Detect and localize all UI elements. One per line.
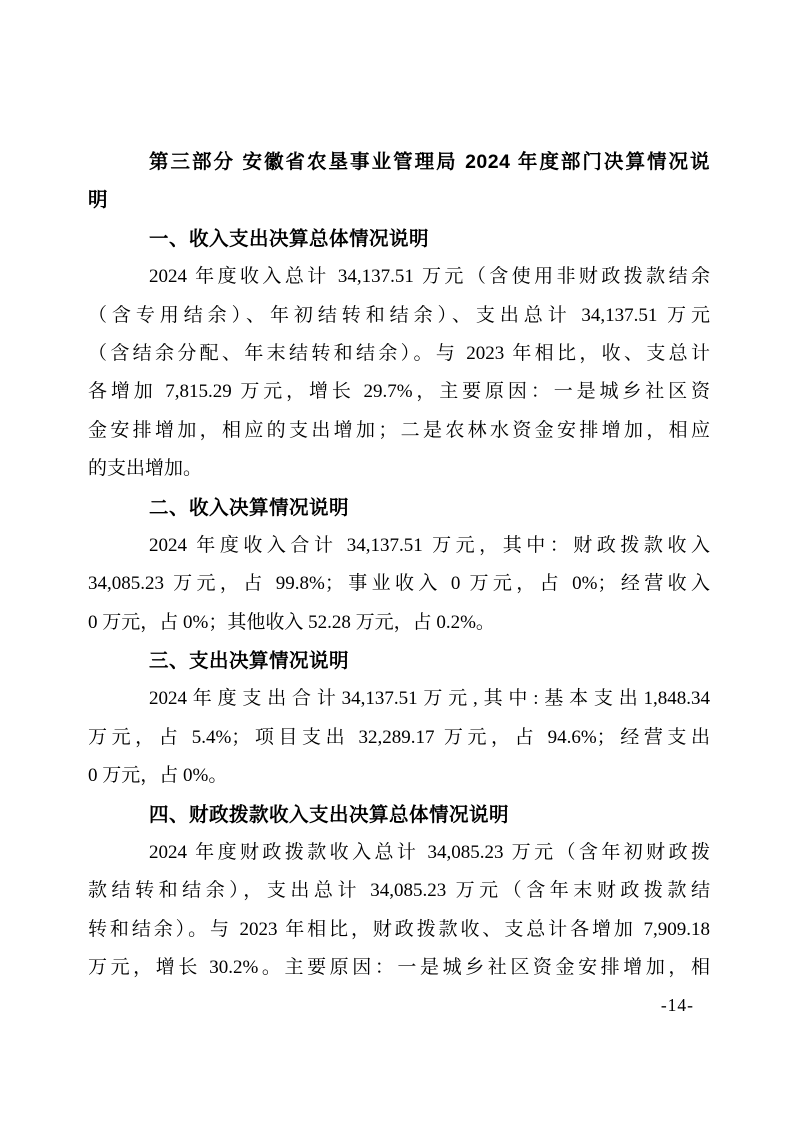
paragraph-line: 款结转和结余），支出总计 34,085.23 万元（含年末财政拨款结 bbox=[88, 880, 710, 902]
paragraph-line: 0 万元，占 0%；其他收入 52.28 万元，占 0.2%。 bbox=[88, 611, 495, 633]
paragraph-line: 2024 年度财政拨款收入总计 34,085.23 万元（含年初财政拨 bbox=[149, 842, 710, 864]
section-3-paragraph bbox=[88, 680, 710, 795]
section-heading-1 bbox=[88, 220, 710, 258]
paragraph-line: （含结余分配、年末结转和结余）。与 2023 年相比，收、支总计 bbox=[88, 342, 710, 364]
section-heading-4 bbox=[88, 796, 710, 834]
paragraph-line: 金安排增加，相应的支出增加；二是农林水资金安排增加，相应 bbox=[88, 419, 710, 441]
section-1-paragraph bbox=[88, 258, 710, 488]
paragraph-line: （含专用结余）、年初结转和结余）、支出总计 34,137.51 万元 bbox=[88, 304, 710, 326]
paragraph-line: 各增加 7,815.29 万元，增长 29.7%，主要原因：一是城乡社区资 bbox=[88, 381, 710, 403]
document-title-line: 明 bbox=[88, 189, 109, 212]
paragraph-line: 0 万元，占 0%。 bbox=[88, 765, 228, 787]
section-heading-line: 三、支出决算情况说明 bbox=[149, 650, 350, 673]
paragraph-line: 万元，占 5.4%；项目支出 32,289.17 万元，占 94.6%；经营支出 bbox=[88, 726, 710, 748]
section-heading-3 bbox=[88, 642, 710, 680]
paragraph-line: 2024年度支出合计34,137.51万元,其中:基本支出1,848.34 bbox=[149, 688, 710, 710]
document-title bbox=[88, 143, 710, 220]
paragraph-line: 34,085.23 万元，占 99.8%；事业收入 0 万元，占 0%；经营收入 bbox=[88, 573, 710, 595]
page-number: -14- bbox=[660, 995, 694, 1015]
section-heading-line: 四、财政拨款收入支出决算总体情况说明 bbox=[149, 803, 510, 826]
section-2-paragraph bbox=[88, 527, 710, 642]
paragraph-line: 2024 年度收入总计 34,137.51 万元（含使用非财政拨款结余 bbox=[149, 266, 710, 288]
paragraph-line: 的支出增加。 bbox=[88, 458, 203, 480]
document-body bbox=[88, 143, 710, 988]
paragraph-line: 2024 年度收入合计 34,137.51 万元，其中：财政拨款收入 bbox=[149, 534, 710, 556]
section-heading-2 bbox=[88, 489, 710, 527]
paragraph-line: 万元，增长 30.2%。主要原因：一是城乡社区资金安排增加，相 bbox=[88, 957, 710, 979]
section-4-paragraph bbox=[88, 834, 710, 988]
section-heading-line: 二、收入决算情况说明 bbox=[149, 496, 350, 519]
document-title-line: 第三部分 安徽省农垦事业管理局 2024 年度部门决算情况说 bbox=[149, 151, 710, 173]
paragraph-line: 转和结余）。与 2023 年相比，财政拨款收、支总计各增加 7,909.18 bbox=[88, 918, 710, 940]
section-heading-line: 一、收入支出决算总体情况说明 bbox=[149, 227, 430, 250]
